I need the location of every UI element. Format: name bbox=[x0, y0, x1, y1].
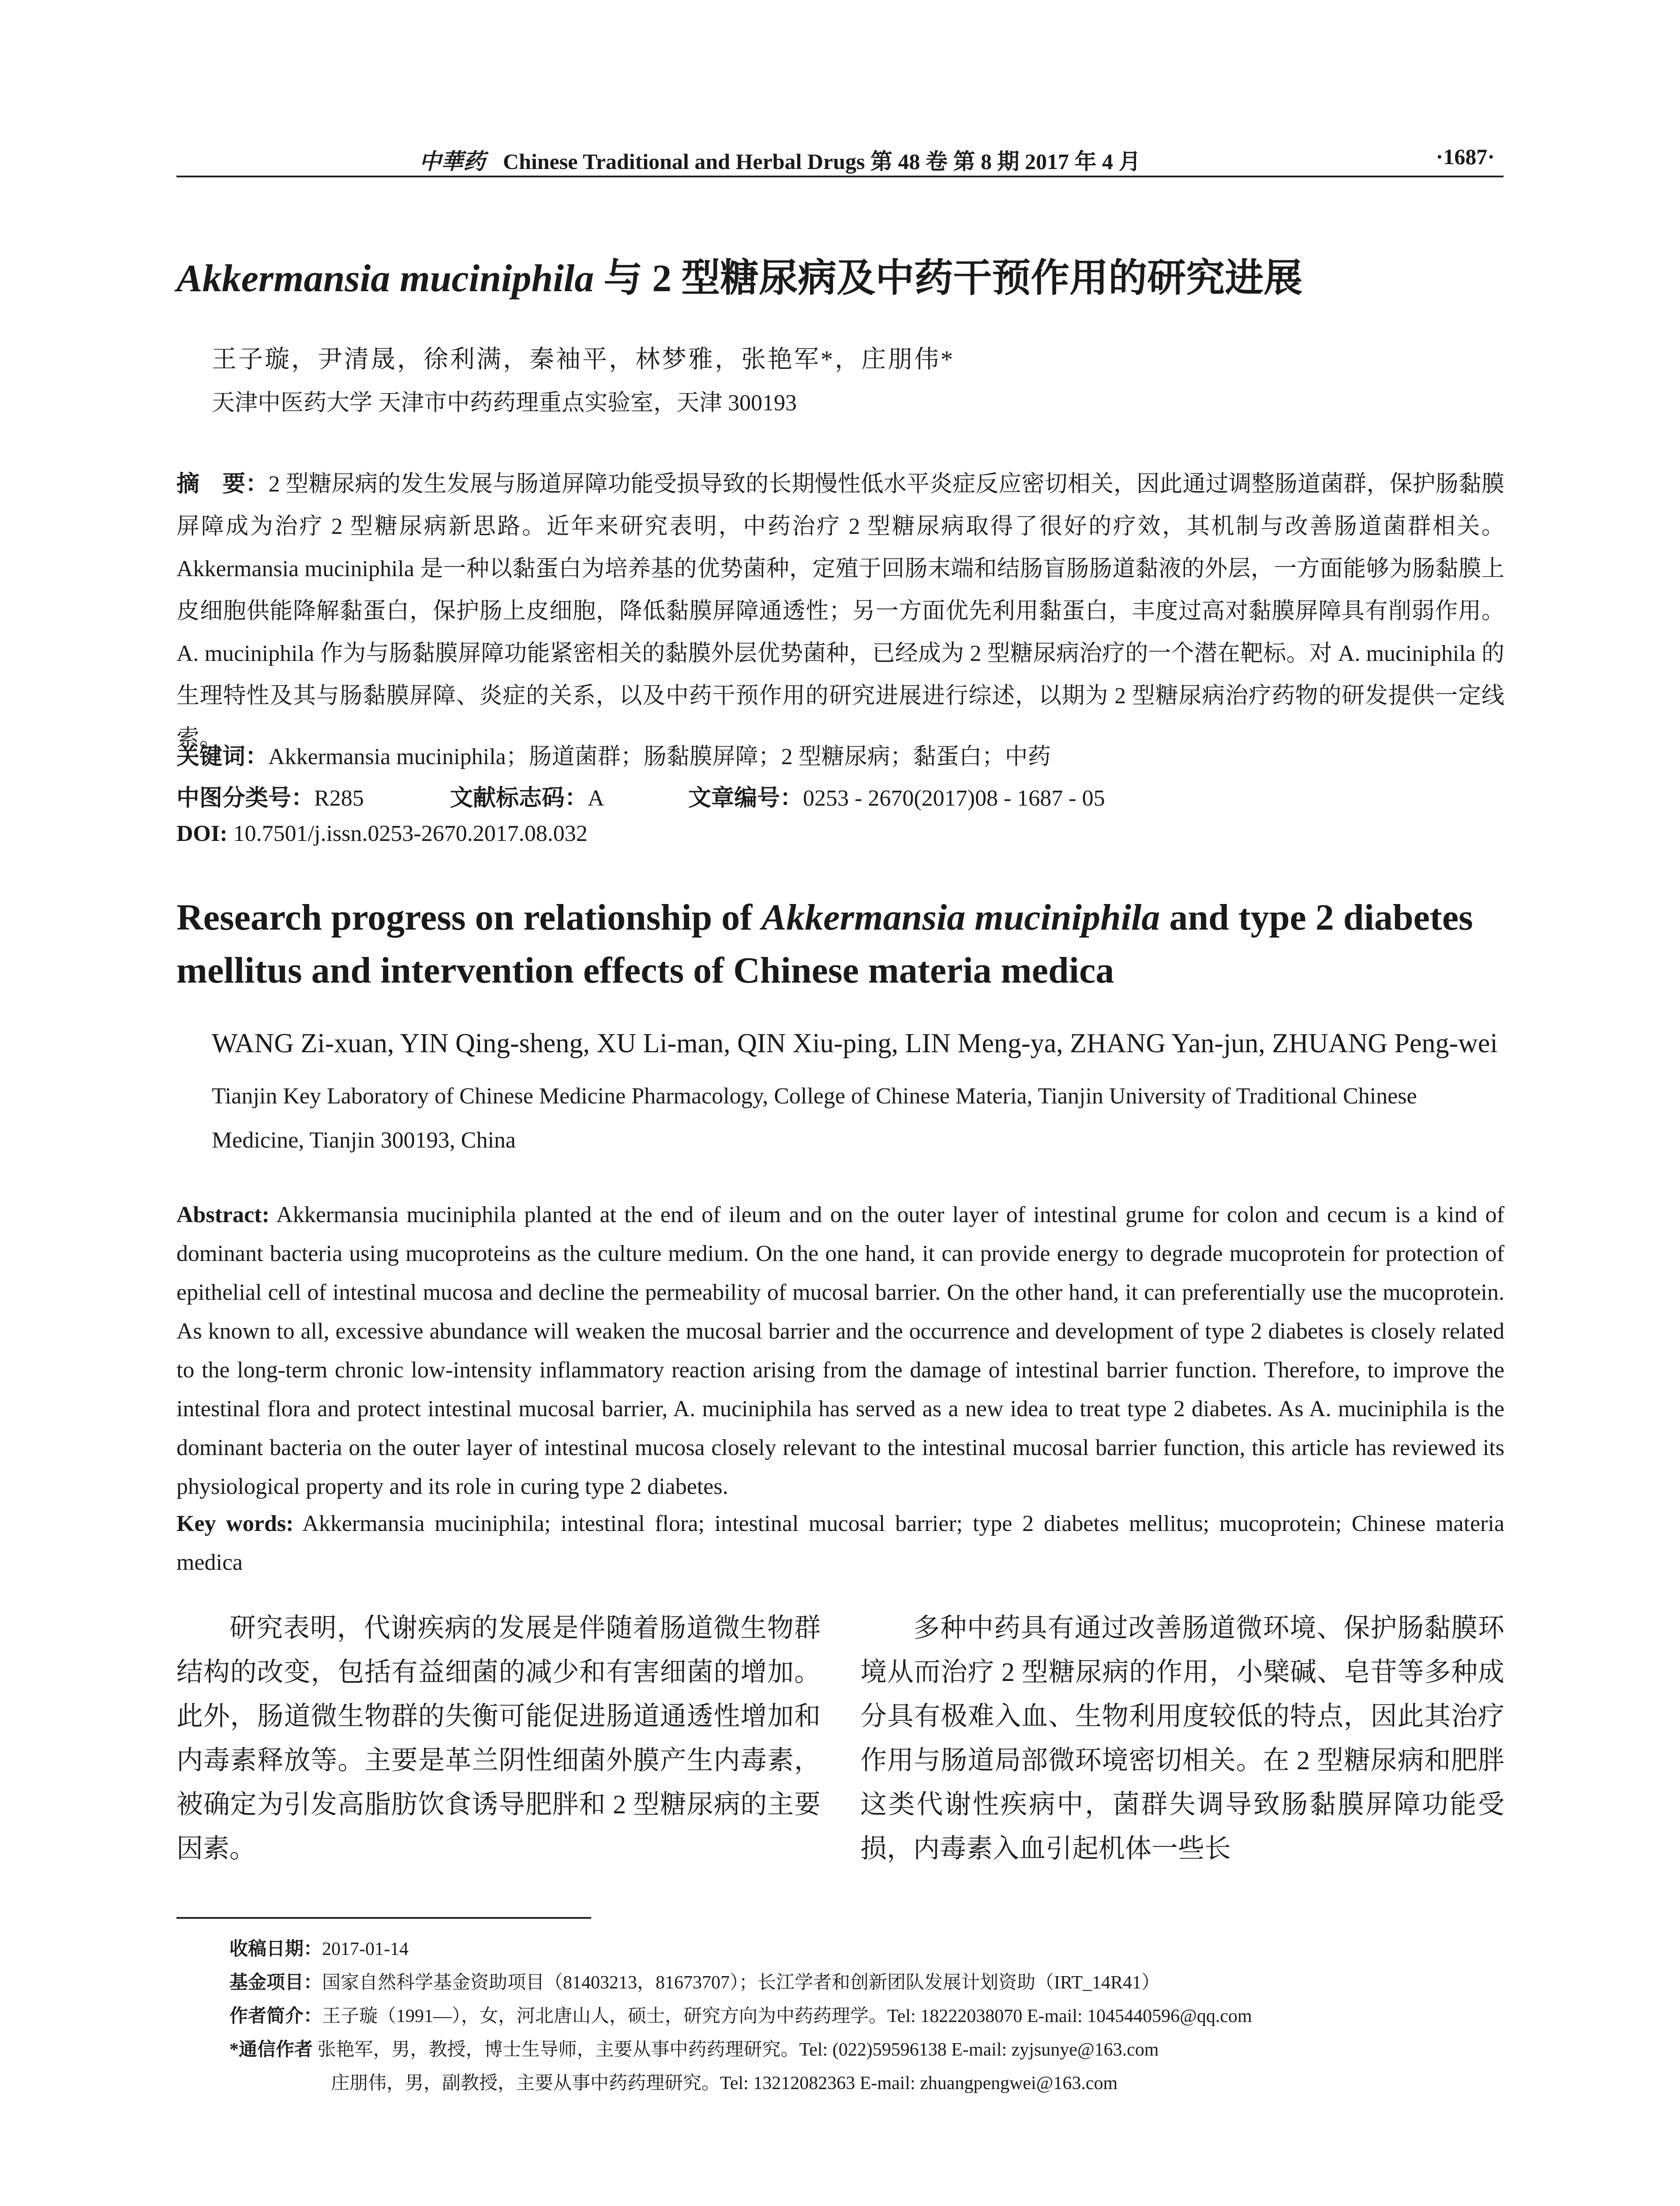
footnote-corresponding-2: 庄朋伟，男，副教授，主要从事中药药理研究。Tel: 13212082363 E-mail: zhuangpengwei@163.com bbox=[331, 2073, 1118, 2093]
chinese-keywords-text: Akkermansia muciniphila；肠道菌群；肠黏膜屏障；2 型糖尿病；黏蛋白；中药 bbox=[268, 744, 1051, 769]
chinese-title-species: Akkermansia muciniphila bbox=[176, 257, 594, 300]
running-header bbox=[176, 140, 1504, 177]
journal-cn-name: 中華药 bbox=[419, 149, 485, 174]
english-keywords-text: Akkermansia muciniphila; intestinal flora; intestinal mucosal barrier; type 2 diabetes mellitus; mucoprotein; Chinese materia medica bbox=[176, 1511, 1504, 1575]
body-column-left: 研究表明，代谢疾病的发展是伴随着肠道微生物群结构的改变，包括有益细菌的减少和有害细菌的增加。此外，肠道微生物群的失衡可能促进肠道通透性增加和内毒素释放等。主要是革兰阴性细菌外膜产生内毒素，被确定为引发高脂肪饮食诱导肥胖和 2 型糖尿病的主要因素。 bbox=[176, 1613, 821, 1863]
footnotes bbox=[229, 1932, 1252, 2100]
footnote-divider bbox=[176, 1917, 591, 1919]
classification-line bbox=[176, 779, 1105, 812]
clc-value: R285 bbox=[314, 786, 364, 811]
author-label: 作者简介： bbox=[229, 2006, 322, 2026]
chinese-abstract-text: 2 型糖尿病的发生发展与肠道屏障功能受损导致的长期慢性低水平炎症反应密切相关，因此通过调整肠道菌群，保护肠黏膜屏障成为治疗 2 型糖尿病新思路。近年来研究表明，中药治疗 2 型糖尿病取得了很好的疗效，其机制与改善肠道菌群相关。Akkermansia muciniphila 是一种以黏蛋白为培养基的优势菌种，定殖于回肠末端和结肠盲肠肠道黏液的外层，一方面能够为肠黏膜上皮细胞供能降解黏蛋白，保护肠上皮细胞，降低黏膜屏障通透性；另一方面优先利用黏蛋白，丰度过高对黏膜屏障具有削弱作用。A. muciniphila 作为与肠黏膜屏障功能紧密相关的黏膜外层优势菌种，已经成为 2 型糖尿病治疗的一个潜在靶标。对 A. muciniphila 的生理特性及其与肠黏膜屏障、炎症的关系，以及中药干预作用的研究进展进行综述，以期为 2 型糖尿病治疗药物的研发提供一定线索。 bbox=[176, 472, 1504, 751]
english-abstract-text: Akkermansia muciniphila planted at the end of ileum and on the outer layer of intestinal grume for colon and cecum is a kind of dominant bacteria using mucoproteins as the culture medium. On the one hand, it can provide energy to degrade mucoprotein for protection of epithelial cell of intestinal mucosa and decline the permeability of mucosal barrier. On the other hand, it can preferentially use the mucoprotein. As known to all, excessive abundance will weaken the mucosal barrier and the occurrence and development of type 2 diabetes is closely related to the long-term chronic low-intensity inflammatory reaction arising from the damage of intestinal barrier function. Therefore, to improve the intestinal flora and protect intestinal mucosal barrier, A. muciniphila has served as a new idea to treat type 2 diabetes. As A. muciniphila is the dominant bacteria on the outer layer of intestinal mucosa closely relevant to the intestinal mucosal barrier function, this article has reviewed its physiological property and its role in curing type 2 diabetes. bbox=[176, 1202, 1504, 1499]
chinese-affiliation: 天津中医药大学 天津市中药药理重点实验室，天津 300193 bbox=[212, 390, 797, 416]
doc-code bbox=[450, 779, 688, 812]
footnote-corresponding bbox=[229, 2033, 1252, 2067]
english-abstract-label: Abstract: bbox=[176, 1202, 270, 1227]
chinese-abstract bbox=[176, 463, 1504, 760]
page-number: ·1687· bbox=[1436, 144, 1495, 169]
journal-name bbox=[419, 144, 1140, 176]
doc-code-value: A bbox=[588, 786, 604, 811]
article-number bbox=[688, 779, 1105, 812]
english-authors: WANG Zi-xuan, YIN Qing-sheng, XU Li-man, QIN Xiu-ping, LIN Meng-ya, ZHANG Yan-jun, ZHUANG Peng-wei bbox=[212, 1028, 1498, 1058]
english-title-species: Akkermansia muciniphila bbox=[761, 897, 1160, 938]
doc-code-label: 文献标志码： bbox=[450, 786, 588, 811]
article-number-label: 文章编号： bbox=[688, 786, 803, 811]
article-number-value: 0253 - 2670(2017)08 - 1687 - 05 bbox=[803, 786, 1105, 811]
footnote-received bbox=[229, 1932, 1252, 1966]
clc-label: 中图分类号： bbox=[176, 786, 315, 811]
english-keywords-label: Key words: bbox=[176, 1511, 294, 1536]
footnote-fund bbox=[229, 1966, 1252, 2000]
clc-number bbox=[176, 779, 450, 812]
english-abstract bbox=[176, 1196, 1504, 1506]
footnote-author bbox=[229, 2000, 1252, 2033]
english-title bbox=[176, 891, 1504, 997]
english-title-part2: and type 2 diabetes mellitus and intervention effects of Chinese materia medica bbox=[176, 897, 1473, 991]
fund-label: 基金项目： bbox=[229, 1973, 322, 1993]
chinese-title-rest: 与 2 型糖尿病及中药干预作用的研究进展 bbox=[594, 257, 1303, 300]
received-value: 2017-01-14 bbox=[322, 1939, 409, 1959]
chinese-keywords-label: 关键词： bbox=[176, 744, 269, 769]
author-value: 王子璇（1991—），女，河北唐山人，硕士，研究方向为中药药理学。Tel: 18222038070 E-mail: 1045440596@qq.com bbox=[322, 2006, 1252, 2026]
fund-value: 国家自然科学基金资助项目（81403213，81673707）；长江学者和创新团队发展计划资助（IRT_14R41） bbox=[322, 1973, 1160, 1993]
chinese-keywords bbox=[176, 738, 1051, 771]
english-keywords bbox=[176, 1504, 1504, 1582]
doi-value: 10.7501/j.issn.0253-2670.2017.08.032 bbox=[227, 821, 588, 846]
corresponding-value-1: 张艳军，男，教授，博士生导师，主要从事中药药理研究。Tel: (022)59596138 E-mail: zyjsunye@163.com bbox=[313, 2040, 1159, 2060]
english-affiliation: Tianjin Key Laboratory of Chinese Medicine Pharmacology, College of Chinese Materia, Tianjin University of Traditional Chinese Medicine, Tianjin 300193, China bbox=[212, 1084, 1417, 1153]
received-label: 收稿日期： bbox=[229, 1939, 322, 1959]
journal-info: Chinese Traditional and Herbal Drugs 第 48 卷 第 8 期 2017 年 4 月 bbox=[503, 149, 1141, 174]
chinese-abstract-label: 摘 要： bbox=[176, 472, 269, 497]
doi-line bbox=[176, 821, 588, 847]
corresponding-label: *通信作者 bbox=[229, 2040, 313, 2060]
doi-label: DOI: bbox=[176, 821, 228, 846]
english-title-part1: Research progress on relationship of bbox=[176, 897, 762, 938]
chinese-authors: 王子璇，尹清晟，徐利满，秦袖平，林梦雅，张艳军*，庄朋伟* bbox=[212, 346, 955, 373]
body-column-right: 多种中药具有通过改善肠道微环境、保护肠黏膜环境从而治疗 2 型糖尿病的作用，小檗碱、皂苷等多种成分具有极难入血、生物利用度较低的特点，因此其治疗作用与肠道局部微环境密切相关。在 2 型糖尿病和肥胖这类代谢性疾病中，菌群失调导致肠黏膜屏障功能受损，内毒素入血引起机体一些长 bbox=[860, 1613, 1504, 1863]
chinese-title bbox=[176, 247, 1302, 303]
